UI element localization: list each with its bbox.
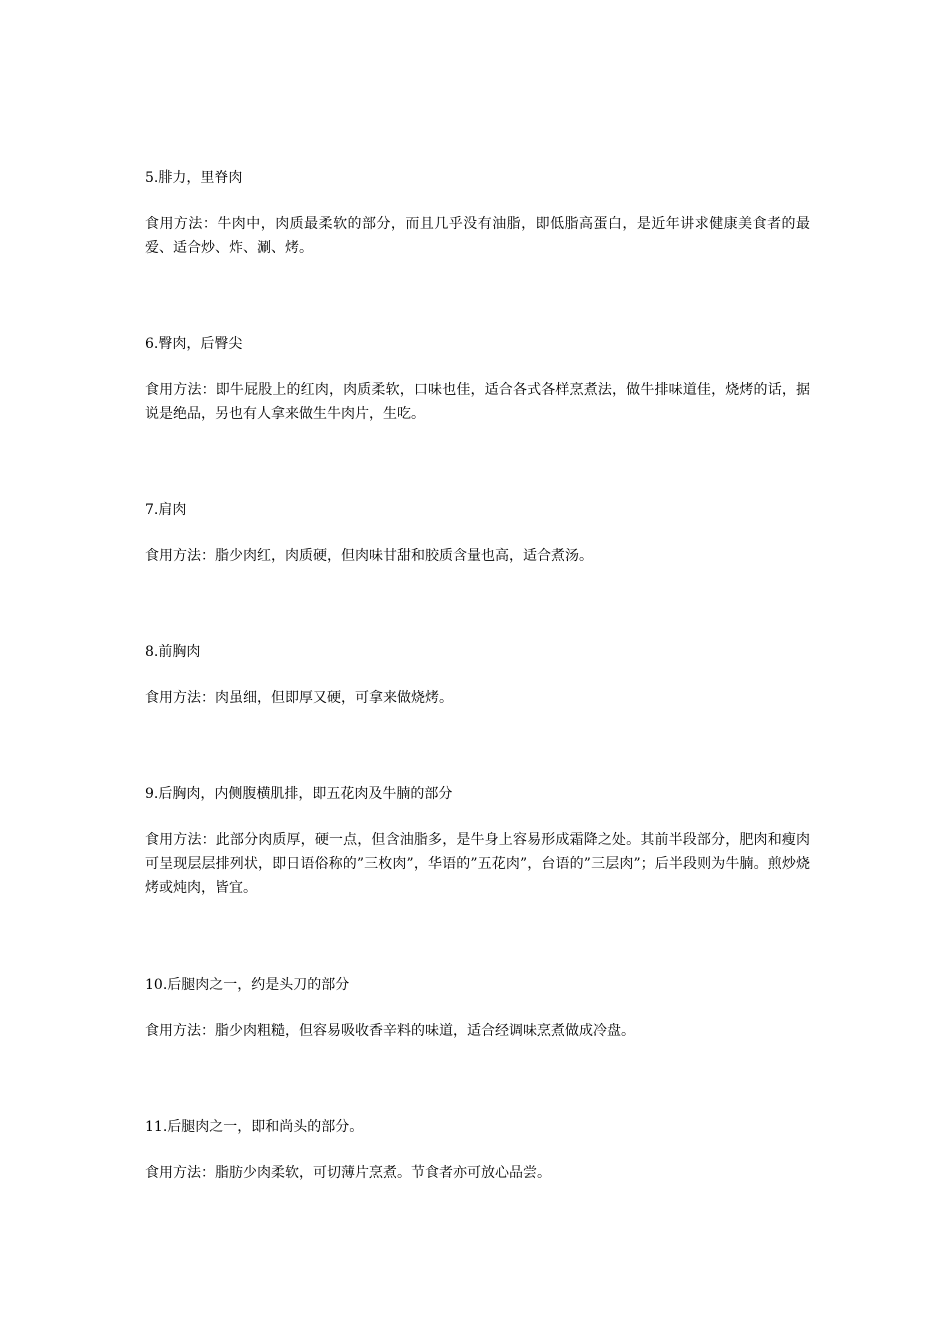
section-heading: 10.后腿肉之一，约是头刀的部分 — [145, 977, 350, 993]
section-6 — [145, 332, 810, 426]
section-10 — [145, 973, 810, 1043]
section-body: 食用方法：即牛屁股上的红肉，肉质柔软，口味也佳，适合各式各样烹煮法，做牛排味道佳，烧烤的话，据说是绝品，另也有人拿来做生牛肉片，生吃。 — [145, 382, 810, 422]
section-heading: 8.前胸肉 — [145, 644, 201, 660]
section-body: 食用方法：肉虽细，但即厚又硬，可拿来做烧烤。 — [145, 690, 453, 706]
section-body: 食用方法：此部分肉质厚，硬一点，但含油脂多，是牛身上容易形成霜降之处。其前半段部分，肥肉和瘦肉可呈现层层排列状，即日语俗称的”三枚肉”，华语的”五花肉”，台语的”三层肉”；后半段则为牛腩。煎炒烧烤或炖肉，皆宜。 — [145, 832, 810, 896]
section-heading: 11.后腿肉之一，即和尚头的部分。 — [145, 1119, 364, 1135]
section-body: 食用方法：脂肪少肉柔软，可切薄片烹煮。节食者亦可放心品尝。 — [145, 1165, 551, 1181]
section-5 — [145, 166, 810, 260]
section-body: 食用方法：牛肉中，肉质最柔软的部分，而且几乎没有油脂，即低脂高蛋白，是近年讲求健康美食者的最爱、适合炒、炸、涮、烤。 — [145, 216, 810, 256]
section-7 — [145, 498, 810, 568]
section-heading: 7.肩肉 — [145, 502, 187, 518]
section-body: 食用方法：脂少肉粗糙，但容易吸收香辛料的味道，适合经调味烹煮做成冷盘。 — [145, 1023, 635, 1039]
section-heading: 5.腓力，里脊肉 — [145, 170, 243, 186]
section-9 — [145, 782, 810, 900]
section-11 — [145, 1115, 810, 1185]
section-body: 食用方法：脂少肉红，肉质硬，但肉味甘甜和胶质含量也高，适合煮汤。 — [145, 548, 593, 564]
section-heading: 9.后胸肉，内侧腹横肌排，即五花肉及牛腩的部分 — [145, 786, 453, 802]
section-heading: 6.臀肉，后臀尖 — [145, 336, 243, 352]
section-8 — [145, 640, 810, 710]
